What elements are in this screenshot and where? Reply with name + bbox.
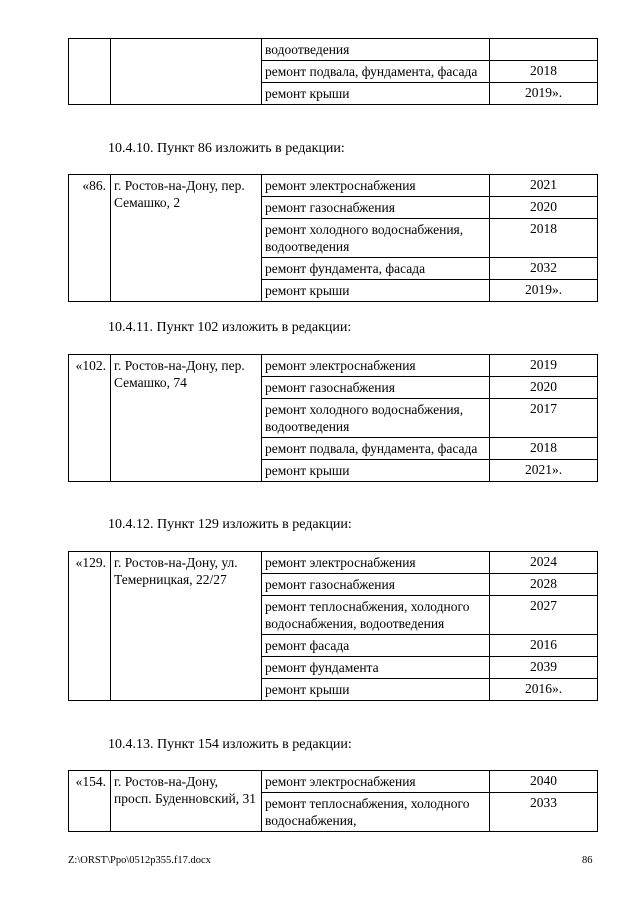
year-cell: 2016». <box>490 679 598 701</box>
year-cell: 2019». <box>490 280 598 302</box>
work-cell: водоотведения <box>262 39 490 61</box>
year-cell: 2018 <box>490 219 598 258</box>
footer-file-path: Z:\ORST\Ppo\0512p355.f17.docx <box>68 855 211 866</box>
work-cell: ремонт теплоснабжения, холодного водоснабжения, <box>262 793 490 832</box>
year-cell: 2021 <box>490 175 598 197</box>
table-row <box>69 552 598 574</box>
work-cell: ремонт теплоснабжения, холодного водоснабжения, водоотведения <box>262 596 490 635</box>
work-cell: ремонт холодного водоснабжения, водоотведения <box>262 219 490 258</box>
table-item-129 <box>68 551 597 701</box>
year-cell: 2020 <box>490 197 598 219</box>
year-cell: 2018 <box>490 61 598 83</box>
year-cell: 2028 <box>490 574 598 596</box>
num-cell: «154. <box>69 771 111 832</box>
work-cell: ремонт электроснабжения <box>262 355 490 377</box>
year-cell <box>490 39 598 61</box>
work-cell: ремонт фасада <box>262 635 490 657</box>
year-cell: 2040 <box>490 771 598 793</box>
table-row <box>69 771 598 793</box>
address-cell: г. Ростов-на-Дону, просп. Буденновский, 31 <box>111 771 262 832</box>
work-cell: ремонт электроснабжения <box>262 552 490 574</box>
work-cell: ремонт газоснабжения <box>262 197 490 219</box>
table-continuation <box>68 38 597 105</box>
work-cell: ремонт крыши <box>262 460 490 482</box>
num-cell: «86. <box>69 175 111 302</box>
section-heading: 10.4.10. Пункт 86 изложить в редакции: <box>108 141 345 156</box>
year-cell: 2018 <box>490 438 598 460</box>
table-row <box>69 355 598 377</box>
work-cell: ремонт газоснабжения <box>262 574 490 596</box>
work-cell: ремонт крыши <box>262 83 490 105</box>
address-cell <box>111 39 262 105</box>
year-cell: 2019 <box>490 355 598 377</box>
work-cell: ремонт фундамента, фасада <box>262 258 490 280</box>
year-cell: 2016 <box>490 635 598 657</box>
table-item-102 <box>68 354 597 482</box>
work-cell: ремонт электроснабжения <box>262 771 490 793</box>
year-cell: 2021». <box>490 460 598 482</box>
num-cell: «129. <box>69 552 111 701</box>
work-cell: ремонт подвала, фундамента, фасада <box>262 61 490 83</box>
year-cell: 2032 <box>490 258 598 280</box>
work-cell: ремонт газоснабжения <box>262 377 490 399</box>
work-cell: ремонт электроснабжения <box>262 175 490 197</box>
year-cell: 2027 <box>490 596 598 635</box>
work-cell: ремонт подвала, фундамента, фасада <box>262 438 490 460</box>
num-cell: «102. <box>69 355 111 482</box>
table-row <box>69 175 598 197</box>
table-row <box>69 39 598 61</box>
year-cell: 2017 <box>490 399 598 438</box>
address-cell: г. Ростов-на-Дону, ул. Темерницкая, 22/27 <box>111 552 262 701</box>
address-cell: г. Ростов-на-Дону, пер. Семашко, 2 <box>111 175 262 302</box>
section-heading: 10.4.13. Пункт 154 изложить в редакции: <box>108 737 352 752</box>
work-cell: ремонт крыши <box>262 679 490 701</box>
address-cell: г. Ростов-на-Дону, пер. Семашко, 74 <box>111 355 262 482</box>
table-item-154 <box>68 770 597 832</box>
year-cell: 2039 <box>490 657 598 679</box>
section-heading: 10.4.12. Пункт 129 изложить в редакции: <box>108 517 352 532</box>
table-item-86 <box>68 174 597 302</box>
year-cell: 2019». <box>490 83 598 105</box>
section-heading: 10.4.11. Пункт 102 изложить в редакции: <box>108 320 352 335</box>
work-cell: ремонт фундамента <box>262 657 490 679</box>
year-cell: 2020 <box>490 377 598 399</box>
year-cell: 2033 <box>490 793 598 832</box>
num-cell <box>69 39 111 105</box>
footer-page-number: 86 <box>582 855 593 866</box>
year-cell: 2024 <box>490 552 598 574</box>
work-cell: ремонт холодного водоснабжения, водоотведения <box>262 399 490 438</box>
work-cell: ремонт крыши <box>262 280 490 302</box>
